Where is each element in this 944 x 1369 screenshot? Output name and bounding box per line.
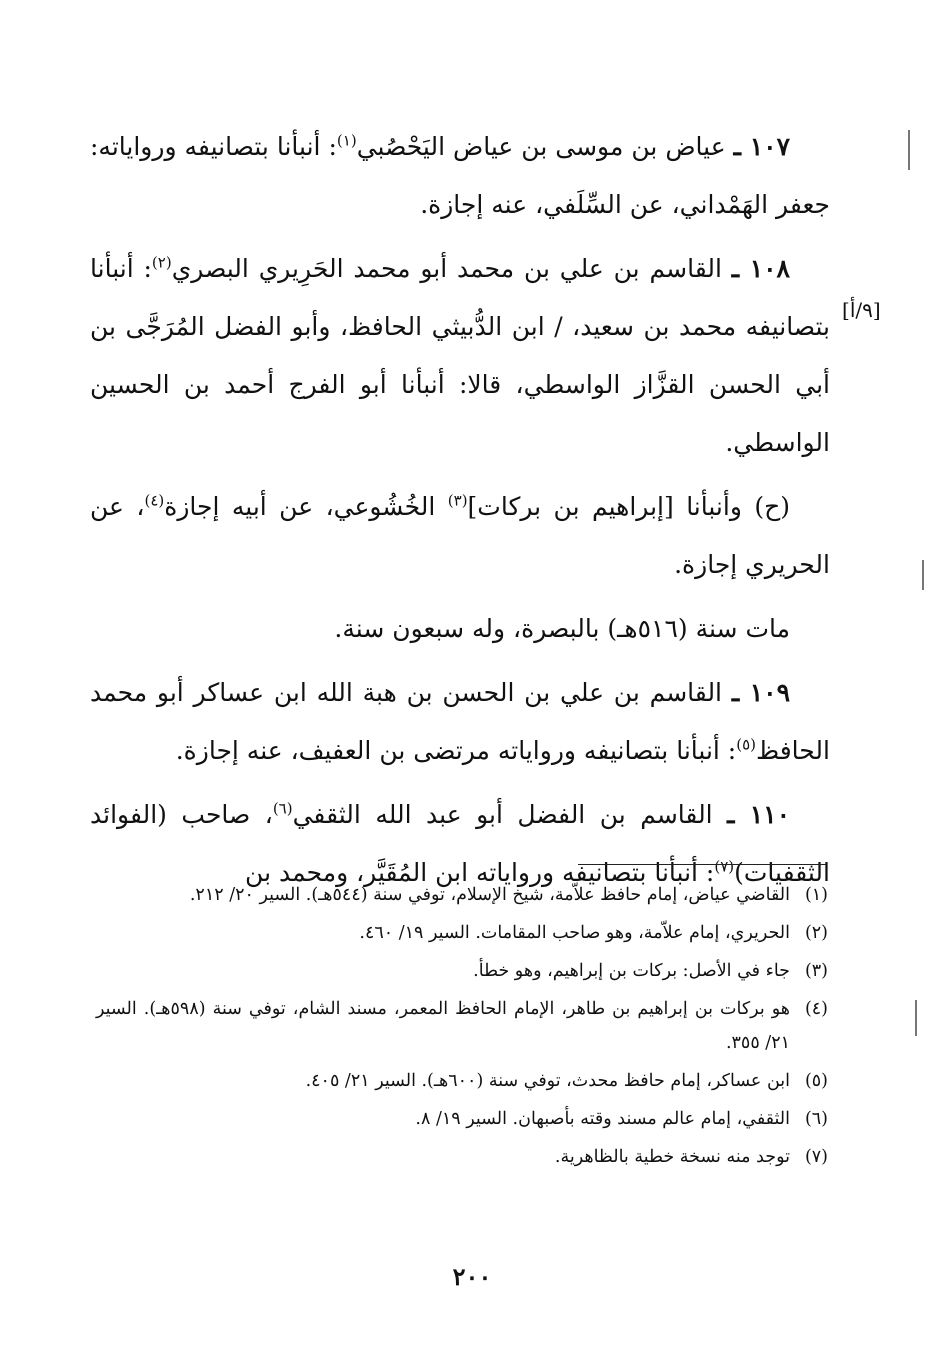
scan-edge-mark [908,130,910,170]
footnote-ref[interactable]: (٥) [736,735,756,754]
entry-text: عياض بن موسى بن عياض اليَحْصُبي [356,132,726,161]
footnote-ref[interactable]: (١) [336,131,357,150]
entry-109 [90,664,830,780]
footnote-number: (٧) [804,1147,828,1167]
footnote-item [96,1140,828,1174]
entry-text: القاسم بن علي بن محمد أبو محمد الحَرِيري البصري [171,254,722,283]
entry-number: ١٠٧ ـ [733,132,791,161]
footnote-text: الثقفي، إمام عالم مسند وقته بأصبهان. السير ١٩/ ٨. [415,1109,790,1129]
footnote-ref[interactable]: (٣) [447,491,468,510]
entry-text-rest: : أنبأنا بتصانيفه محمد بن سعيد، / ابن الدُّبيثي الحافظ، وأبو الفضل المُرَجَّى بن أبي الحسن القزَّاز الواسطي، قالا: أنبأنا أبو الفرج أحمد بن الحسين الواسطي. [90,254,830,457]
footnote-text: جاء في الأصل: بركات بن إبراهيم، وهو خطأ. [473,961,790,981]
entry-108 [90,240,830,472]
manuscript-folio-marker: [٩/أ] [842,298,881,322]
entry-text: القاسم بن الفضل أبو عبد الله الثقفي [292,800,713,829]
footnote-number: (٢) [804,923,828,943]
footnote-text: ابن عساكر، إمام حافظ محدث، توفي سنة (٦٠٠هـ). السير ٢١/ ٤٠٥. [305,1071,790,1091]
footnote-item [96,878,828,912]
footnote-number: (٦) [804,1109,828,1129]
footnote-ref[interactable]: (٧) [714,857,735,876]
footnote-number: (٤) [804,999,828,1019]
footnote-text: هو بركات بن إبراهيم بن طاهر، الإمام الحافظ المعمر، مسند الشام، توفي سنة (٥٩٨هـ). السير ٢١/ ٣٥٥. [96,999,790,1053]
entry-text-rest: ، عن الحريري إجازة. [90,492,830,579]
footnote-text: القاضي عياض، إمام حافظ علاّمة، شيخ الإسلام، توفي سنة (٥٤٤هـ). السير ٢٠/ ٢١٢. [189,885,790,905]
footnote-ref[interactable]: (٦) [272,799,293,818]
footnote-ref[interactable]: (٢) [151,253,172,272]
entry-107 [90,118,830,234]
footnote-divider [578,864,826,865]
entry-number: ١١٠ ـ [727,800,791,829]
entry-text-rest: ، صاحب (الفوائد الثقفيات) [90,800,830,887]
entry-108-chain [90,478,830,594]
entry-text: (ح) وأنبأنا [إبراهيم بن بركات] [467,492,790,521]
entry-number: ١٠٩ ـ [731,678,791,707]
footnote-text: الحريري، إمام علاّمة، وهو صاحب المقامات. السير ١٩/ ٤٦٠. [359,923,790,943]
entry-text: مات سنة (٥١٦هـ) بالبصرة، وله سبعون سنة. [334,614,790,643]
entry-text-rest: : أنبأنا بتصانيفه ورواياته: جعفر الهَمْداني، عن السِّلَفي، عنه إجازة. [90,132,830,219]
footnotes [96,878,828,1178]
entry-108-death [90,600,830,658]
scan-edge-mark [915,1000,917,1036]
footnote-item [96,1102,828,1136]
entry-text-rest: الخُشُوعي، عن أبيه إجازة [164,492,448,521]
entry-text: القاسم بن علي بن الحسن بن هبة الله ابن عساكر أبو محمد الحافظ [90,678,830,765]
footnote-number: (١) [804,885,828,905]
entry-text-rest: : أنبأنا بتصانيفه ورواياته مرتضى بن العفيف، عنه إجازة. [175,736,737,765]
footnote-text: توجد منه نسخة خطية بالظاهرية. [554,1147,790,1167]
entry-number: ١٠٨ ـ [731,254,790,283]
footnote-number: (٥) [804,1071,828,1091]
footnote-item [96,992,828,1060]
main-text [90,118,830,908]
entry-text-rest: : أنبأنا بتصانيفه ورواياته ابن المُقَيَّر، ومحمد بن [245,858,715,887]
footnote-item [96,916,828,950]
footnote-number: (٣) [804,961,828,981]
footnote-ref[interactable]: (٤) [144,491,165,510]
scan-edge-mark [922,560,924,590]
footnote-item [96,1064,828,1098]
footnote-item [96,954,828,988]
page-number: ٢٠٠ [452,1262,492,1291]
